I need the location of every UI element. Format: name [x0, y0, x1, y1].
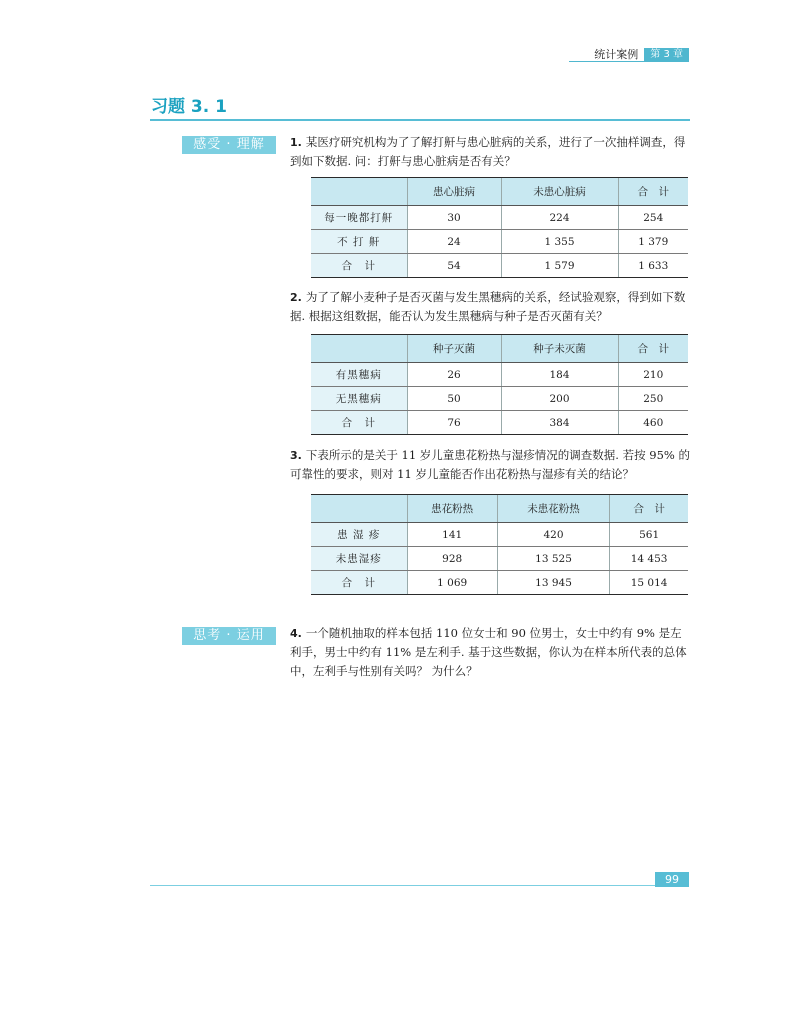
table-cell: 26	[407, 363, 501, 387]
table-cell: 200	[501, 387, 618, 411]
chapter-title: 统计案例	[594, 48, 639, 61]
table-cell: 184	[501, 363, 618, 387]
header-cell	[311, 178, 407, 206]
problem-2-table	[311, 334, 688, 435]
table-cell: 1 633	[618, 254, 688, 278]
row-label: 每一晚都打鼾	[311, 206, 407, 230]
table-cell: 1 355	[501, 230, 618, 254]
problem-3-table	[311, 494, 688, 595]
row-label: 患 湿 疹	[311, 523, 407, 547]
table-row	[311, 387, 688, 411]
problem-number: 4.	[290, 627, 302, 640]
header-cell: 合 计	[618, 335, 688, 363]
table-row	[311, 230, 688, 254]
header-cell: 种子未灭菌	[501, 335, 618, 363]
problem-4	[290, 624, 690, 681]
table-row	[311, 547, 688, 571]
table-cell: 928	[407, 547, 497, 571]
section-tag-apply: 思考 · 运用	[182, 627, 276, 645]
table-row	[311, 411, 688, 435]
section-tag-understand: 感受 · 理解	[182, 136, 276, 154]
header-cell: 患心脏病	[407, 178, 501, 206]
problem-text	[290, 133, 690, 171]
table-cell: 254	[618, 206, 688, 230]
problem-text	[290, 624, 690, 681]
problem-number: 2.	[290, 291, 302, 304]
table-cell: 384	[501, 411, 618, 435]
header-cell: 未患花粉热	[497, 495, 609, 523]
problem-text	[290, 288, 690, 326]
problem-number: 1.	[290, 136, 302, 149]
table-row	[311, 523, 688, 547]
table-cell: 210	[618, 363, 688, 387]
table-cell: 54	[407, 254, 501, 278]
table-cell: 141	[407, 523, 497, 547]
problem-body: 为了了解小麦种子是否灭菌与发生黑穗病的关系，经试验观察，得到如下数据. 根据这组数据，能否认为发生黑穗病与种子是否灭菌有关？	[290, 290, 686, 323]
table-row	[311, 363, 688, 387]
exercise-title: 习题 3. 1	[151, 97, 227, 117]
table-cell: 15 014	[610, 571, 688, 595]
table-cell: 13 525	[497, 547, 609, 571]
row-label: 不 打 鼾	[311, 230, 407, 254]
table-row	[311, 571, 688, 595]
table-cell: 13 945	[497, 571, 609, 595]
header-cell: 合 计	[618, 178, 688, 206]
running-head-rule	[569, 61, 689, 62]
row-label: 合 计	[311, 411, 407, 435]
header-cell	[311, 495, 407, 523]
page-number: 99	[655, 872, 689, 887]
problem-2	[290, 288, 690, 326]
problem-1	[290, 133, 690, 171]
table-cell: 14 453	[610, 547, 688, 571]
title-rule	[150, 119, 690, 121]
footer-rule	[150, 885, 655, 886]
problem-body: 下表所示的是关于 11 岁儿童患花粉热与湿疹情况的调查数据. 若按 95% 的可靠性的要求，则对 11 岁儿童能否作出花粉热与湿疹有关的结论？	[290, 448, 690, 481]
row-label: 合 计	[311, 254, 407, 278]
table-row	[311, 206, 688, 230]
table-cell: 460	[618, 411, 688, 435]
header-cell: 患花粉热	[407, 495, 497, 523]
running-head	[594, 48, 689, 62]
table-cell: 561	[610, 523, 688, 547]
row-label: 未患湿疹	[311, 547, 407, 571]
table-header-row	[311, 335, 688, 363]
problem-1-table	[311, 177, 688, 278]
row-label: 合 计	[311, 571, 407, 595]
row-label: 有黑穗病	[311, 363, 407, 387]
problem-3	[290, 446, 690, 484]
table-cell: 1 379	[618, 230, 688, 254]
table-header-row	[311, 178, 688, 206]
table-cell: 50	[407, 387, 501, 411]
table-cell: 30	[407, 206, 501, 230]
table-row	[311, 254, 688, 278]
header-cell	[311, 335, 407, 363]
problem-body: 一个随机抽取的样本包括 110 位女士和 90 位男士，女士中约有 9% 是左利手，男士中约有 11% 是左利手. 基于这些数据，你认为在样本所代表的总体中，左利手与性别有关吗？ 为什么？	[290, 626, 687, 678]
table-cell: 1 579	[501, 254, 618, 278]
header-cell: 合 计	[610, 495, 688, 523]
table-cell: 1 069	[407, 571, 497, 595]
header-cell: 种子灭菌	[407, 335, 501, 363]
problem-body: 某医疗研究机构为了了解打鼾与患心脏病的关系，进行了一次抽样调查，得到如下数据. 问：打鼾与患心脏病是否有关？	[290, 135, 686, 168]
chapter-badge: 第 3 章	[644, 48, 689, 62]
table-cell: 250	[618, 387, 688, 411]
table-cell: 224	[501, 206, 618, 230]
table-cell: 76	[407, 411, 501, 435]
table-header-row	[311, 495, 688, 523]
row-label: 无黑穗病	[311, 387, 407, 411]
header-cell: 未患心脏病	[501, 178, 618, 206]
problem-text	[290, 446, 690, 484]
problem-number: 3.	[290, 449, 302, 462]
table-cell: 24	[407, 230, 501, 254]
table-cell: 420	[497, 523, 609, 547]
